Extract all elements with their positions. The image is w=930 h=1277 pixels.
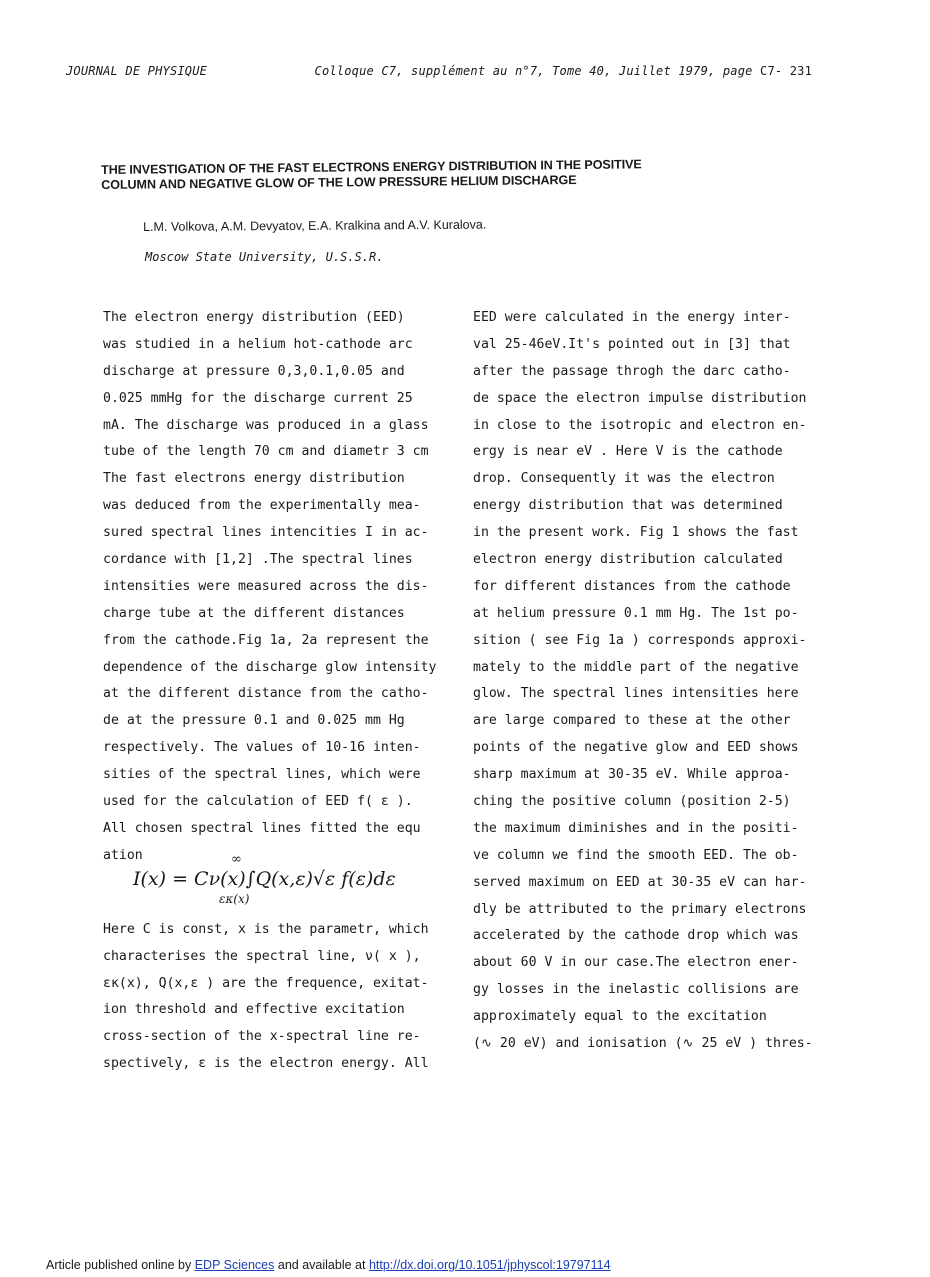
text-line: about 60 V in our case.The electron ener-: [473, 955, 799, 971]
journal-name: JOURNAL DE PHYSIQUE: [66, 64, 208, 78]
text-line: dly be attributed to the primary electrons: [473, 901, 807, 917]
text-line: de at the pressure 0.1 and 0.025 mm Hg: [103, 713, 405, 729]
text-line: ve column we find the smooth EED. The ob-: [473, 847, 799, 863]
article-title: [101, 157, 721, 193]
text-line: drop. Consequently it was the electron: [473, 471, 775, 487]
colloque-header: [315, 64, 812, 78]
equation-lower-limit: εκ(x): [219, 891, 250, 906]
left-column: [103, 308, 463, 1081]
text-line: sities of the spectral lines, which were: [103, 767, 421, 783]
text-line: was deduced from the experimentally mea-: [103, 498, 421, 514]
text-line: electron energy distribution calculated: [473, 552, 783, 568]
text-line: ching the positive column (position 2-5): [473, 794, 791, 810]
title-line: COLUMN AND NEGATIVE GLOW OF THE LOW PRESSURE HELIUM DISCHARGE: [101, 173, 577, 192]
text-line: tube of the length 70 cm and diametr 3 cm: [103, 444, 429, 460]
text-line: the maximum diminishes and in the positi-: [473, 820, 799, 836]
publication-footer: [46, 1258, 611, 1272]
text-line: at helium pressure 0.1 mm Hg. The 1st po-: [473, 605, 799, 621]
equation-upper-limit: ∞: [231, 851, 242, 867]
text-line: de space the electron impulse distribution: [473, 390, 807, 406]
text-line: spectively, ε is the electron energy. All: [103, 1056, 429, 1072]
text-line: at the different distance from the catho-: [103, 686, 429, 702]
text-line: energy distribution that was determined: [473, 498, 783, 514]
text-line: mately to the middle part of the negative: [473, 659, 799, 675]
text-line: intensities were measured across the dis-: [103, 578, 429, 594]
colloque-info: Colloque C7, supplément au n°7, Tome 40, Juillet 1979, page: [314, 64, 753, 78]
text-line: approximately equal to the excitation: [473, 1009, 767, 1025]
text-line: (∿ 20 eV) and ionisation (∿ 25 eV ) thres-: [473, 1036, 813, 1052]
footer-middle: and available at: [277, 1258, 366, 1272]
text-line: charge tube at the different distances: [103, 605, 405, 621]
text-line: served maximum on EED at 30-35 eV can har-: [473, 874, 807, 890]
text-line: val 25-46eV.It's pointed out in [3] that: [473, 336, 791, 352]
text-line: εκ(x), Q(x,ε ) are the frequence, exitat-: [103, 975, 429, 991]
text-line: respectively. The values of 10-16 inten-: [103, 740, 421, 756]
text-line: points of the negative glow and EED shows: [473, 740, 799, 756]
title-line: THE INVESTIGATION OF THE FAST ELECTRONS ENERGY DISTRIBUTION IN THE POSITIVE: [101, 157, 642, 177]
text-line: ation: [103, 847, 143, 863]
text-line: EED were calculated in the energy inter-: [473, 310, 791, 325]
text-line: glow. The spectral lines intensities here: [473, 686, 799, 702]
text-line: ergy is near eV . Here V is the cathode: [473, 444, 783, 460]
text-line: gy losses in the inelastic collisions are: [473, 982, 799, 998]
right-column: [473, 308, 833, 1061]
text-line: for different distances from the cathode: [473, 578, 791, 594]
authors: L.M. Volkova, A.M. Devyatov, E.A. Kralkina and A.V. Kuralova.: [143, 217, 487, 234]
text-line: discharge at pressure 0,3,0.1,0.05 and: [103, 363, 405, 379]
text-line: dependence of the discharge glow intensity: [103, 659, 437, 675]
text-line: sured spectral lines intencities I in ac-: [103, 525, 429, 541]
text-line: in close to the isotropic and electron en-: [473, 417, 807, 433]
text-line: accelerated by the cathode drop which was: [473, 928, 799, 944]
text-line: are large compared to these at the other: [473, 713, 791, 729]
text-line: was studied in a helium hot-cathode arc: [103, 336, 413, 352]
affiliation: Moscow State University, U.S.S.R.: [145, 250, 384, 264]
text-line: Here C is const, x is the parametr, which: [103, 921, 429, 937]
text-line: ion threshold and effective excitation: [103, 1002, 405, 1018]
text-line: used for the calculation of EED f( ε ).: [103, 794, 413, 810]
text-line: characterises the spectral line, ν( x ),: [103, 948, 421, 964]
text-line: in the present work. Fig 1 shows the fast: [473, 525, 799, 541]
text-line: cordance with [1,2] .The spectral lines: [103, 552, 413, 568]
text-line: 0.025 mmHg for the discharge current 25: [103, 390, 413, 406]
text-line: cross-section of the x-spectral line re-: [103, 1029, 421, 1045]
text-line: sharp maximum at 30-35 eV. While approa-: [473, 767, 791, 783]
text-line: after the passage throgh the darc catho-: [473, 363, 791, 379]
text-line: from the cathode.Fig 1a, 2a represent the: [103, 632, 429, 648]
doi-link[interactable]: http://dx.doi.org/10.1051/jphyscol:19797114: [368, 1258, 611, 1272]
text-line: mA. The discharge was produced in a glass: [103, 417, 429, 433]
text-line: The electron energy distribution (EED): [103, 310, 405, 325]
text-line: All chosen spectral lines fitted the equ: [103, 820, 421, 836]
equation-body: I(x) = Cν(x)∫Q(x,ε)√ε f(ε)dε: [133, 867, 396, 890]
text-line: The fast electrons energy distribution: [103, 471, 405, 487]
page-number: C7- 231: [760, 64, 812, 78]
edp-sciences-link[interactable]: EDP Sciences: [194, 1258, 275, 1272]
footer-prefix: Article published online by: [46, 1258, 192, 1272]
text-line: sition ( see Fig 1a ) corresponds approxi-: [473, 632, 807, 648]
